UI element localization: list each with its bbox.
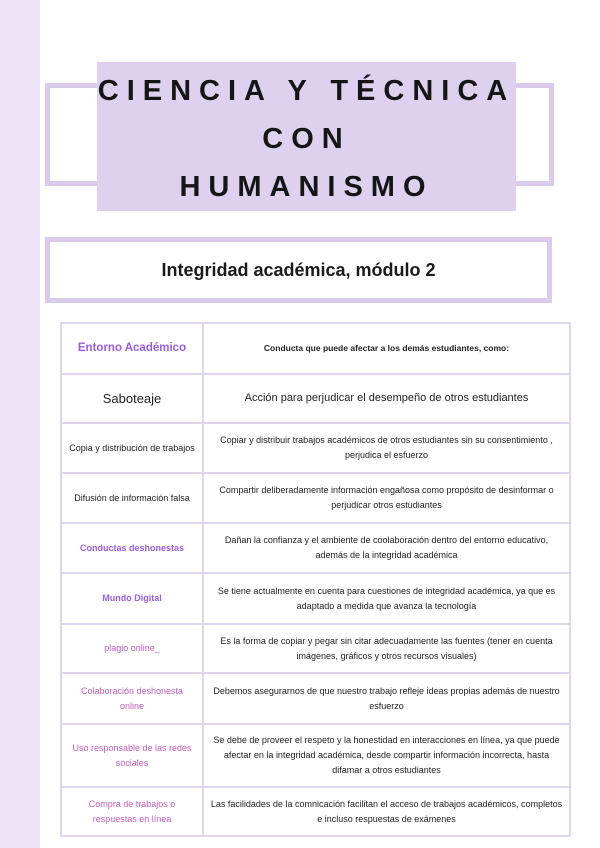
row-term: Difusión de información falsa	[61, 473, 203, 523]
row-term: Colaboración deshonesta online	[61, 673, 203, 724]
subtitle-box	[45, 237, 552, 303]
table-row	[61, 724, 570, 787]
table-row	[61, 673, 570, 724]
row-term: Copia y distribución de trabajos	[61, 423, 203, 473]
header-cell-left: Entorno Académico	[61, 323, 203, 374]
title-line-1: CIENCIA Y TÉCNICA CON	[97, 74, 516, 155]
table-row	[61, 624, 570, 673]
title-line-2: HUMANISMO	[179, 170, 434, 203]
table-row	[61, 374, 570, 423]
row-term: Conductas deshonestas	[61, 523, 203, 573]
table-header-row	[61, 323, 570, 374]
integrity-table	[60, 322, 569, 837]
row-term: Saboteaje	[61, 374, 203, 423]
document-title	[97, 67, 516, 211]
document-subtitle: Integridad académica, módulo 2	[161, 259, 436, 280]
row-term: Compra de trabajos o respuestas en línea	[61, 787, 203, 836]
table-row	[61, 473, 570, 523]
table-row	[61, 523, 570, 573]
row-description: Dañan la confianza y el ambiente de coolaboración dentro del entorno educativo, además de la integridad académica	[203, 523, 570, 573]
row-term: Mundo Digital	[61, 573, 203, 624]
title-frame-left	[45, 83, 105, 186]
row-description: Debemos asegurarnos de que nuestro trabajo refleje ideas propias además de nuestro esfuerzo	[203, 673, 570, 724]
row-description: Se debe de proveer el respeto y la honestidad en interacciones en línea, ya que puede afectar en la integridad académica, desde compartir información incorrecta, hasta difamar a otros estudiantes	[203, 724, 570, 787]
table-row	[61, 423, 570, 473]
header-cell-right: Conducta que puede afectar a los demás estudiantes, como:	[203, 323, 570, 374]
row-description: Es la forma de copiar y pegar sin citar adecuadamente las fuentes (tener en cuenta imágenes, gráficos y otros recursos visuales)	[203, 624, 570, 673]
row-description: Las facilidades de la comnicación facilitan el acceso de trabajos académicos, completos e incluso respuestas de exámenes	[203, 787, 570, 836]
table-row	[61, 573, 570, 624]
table	[60, 322, 571, 837]
side-stripe	[0, 0, 40, 848]
row-term: Uso responsable de las redes sociales	[61, 724, 203, 787]
row-description: Acción para perjudicar el desempeño de otros estudiantes	[203, 374, 570, 423]
table-row	[61, 787, 570, 836]
row-description: Se tiene actualmente en cuenta para cuestiones de integridad académica, ya que es adaptado a medida que avanza la tecnología	[203, 573, 570, 624]
row-description: Compartir deliberadamente información engañosa como propósito de desinformar o perjudicar otros estudiantes	[203, 473, 570, 523]
row-description: Copiar y distribuir trabajos académicos de otros estudiantes sin su consentimiento , perjudica el esfuerzo	[203, 423, 570, 473]
row-term: plagio online_	[61, 624, 203, 673]
title-box	[97, 62, 516, 211]
